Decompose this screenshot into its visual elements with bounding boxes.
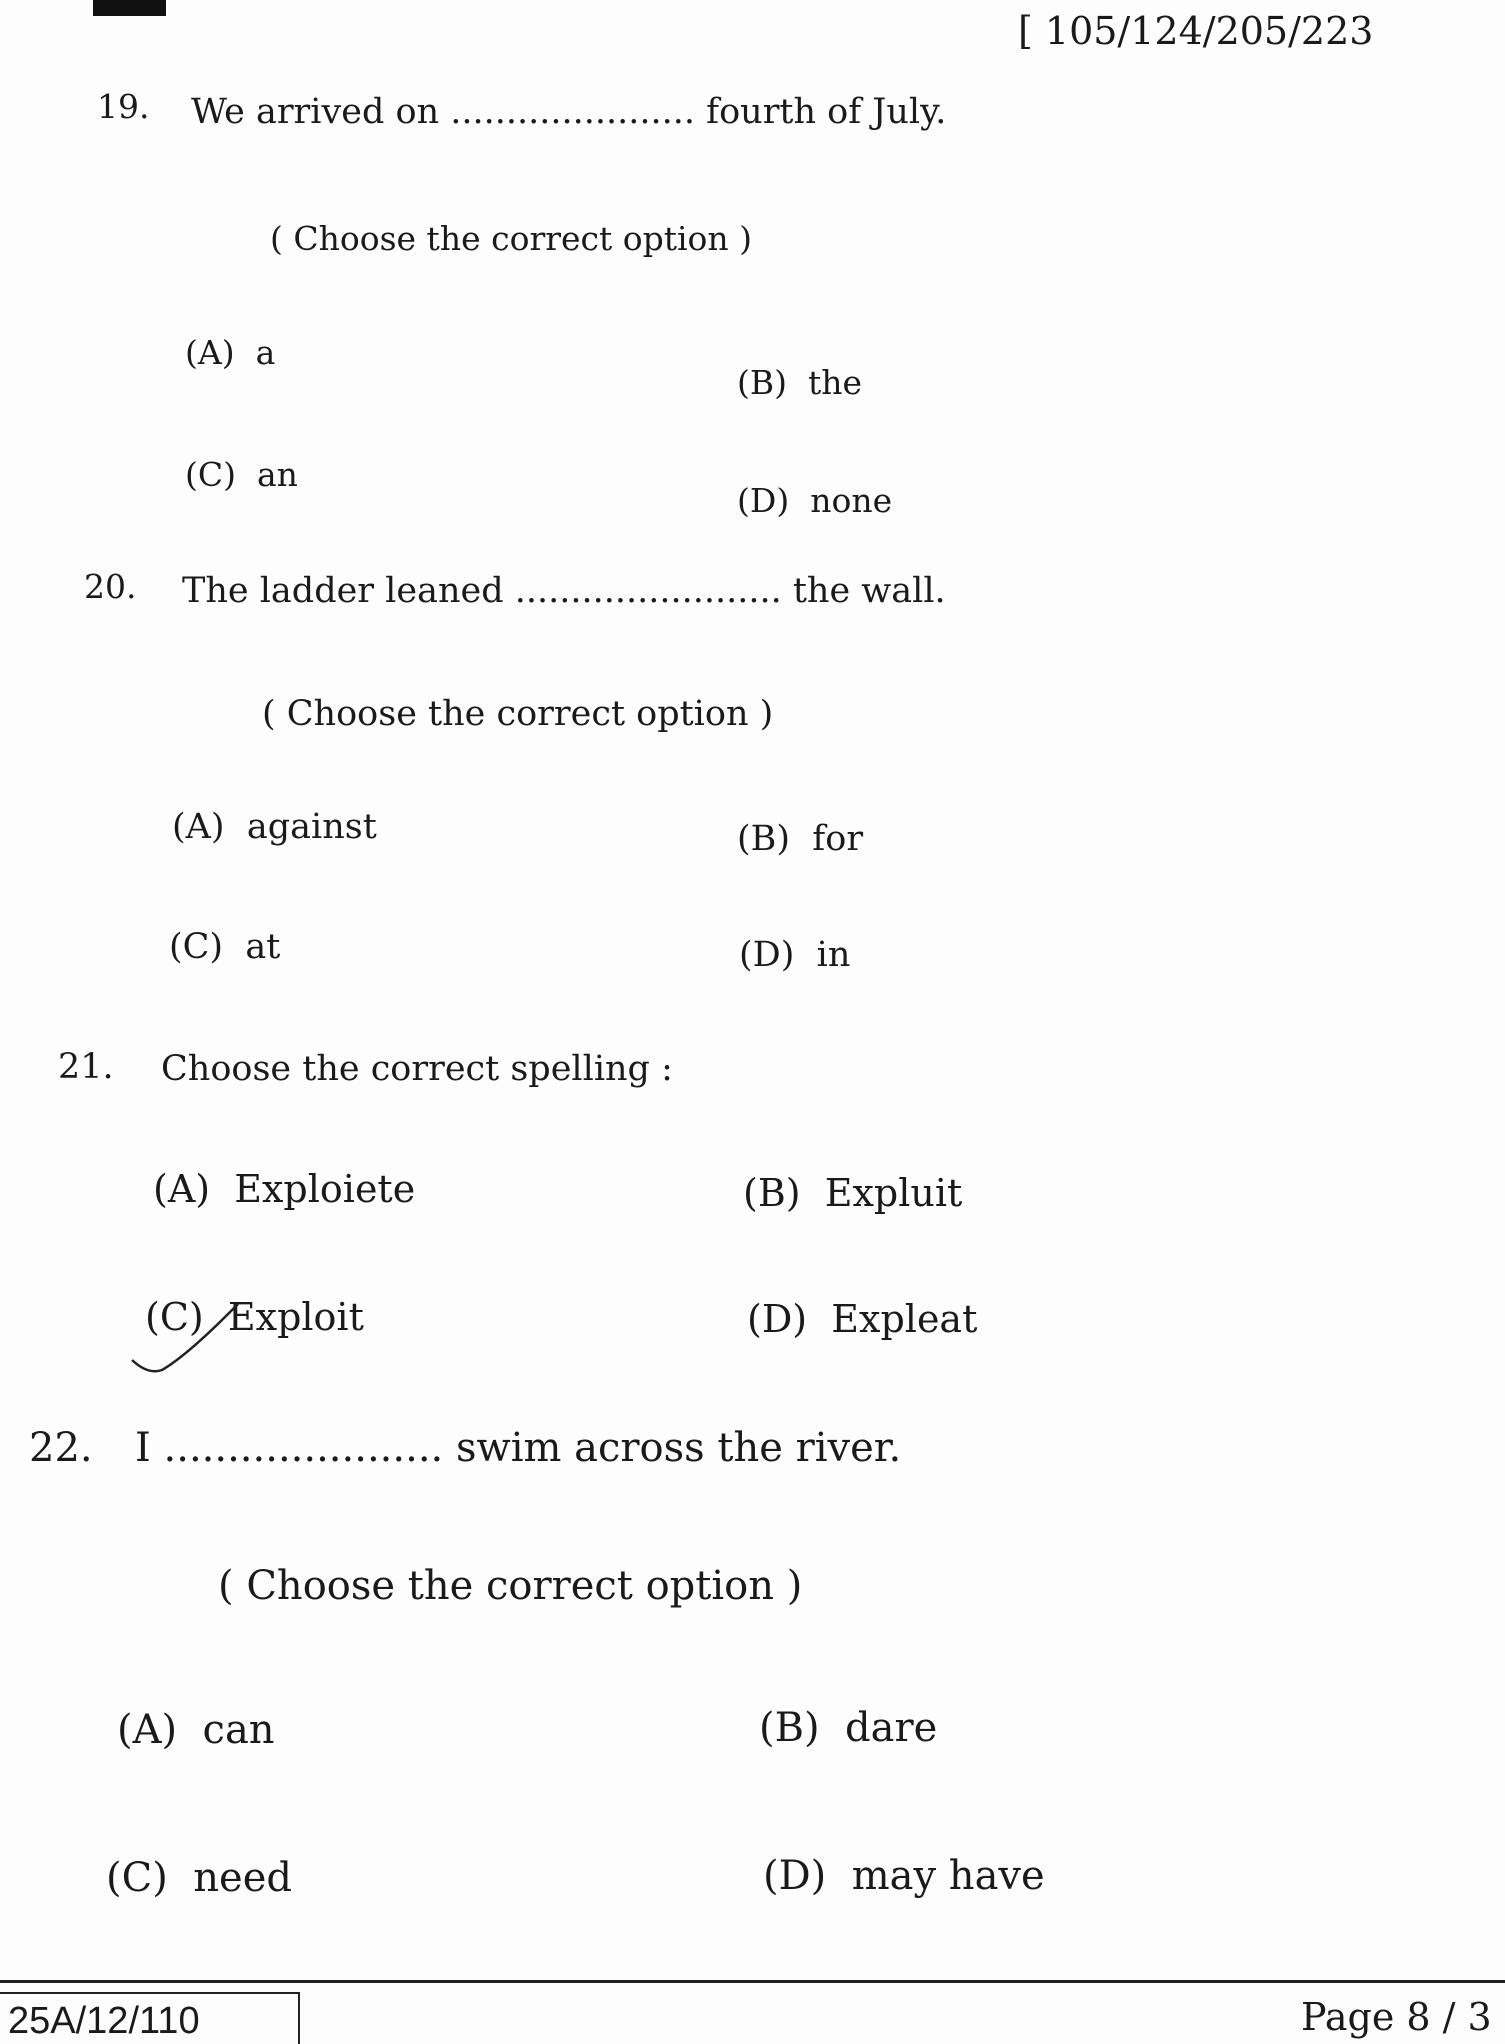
option-label: (D) [747, 1297, 808, 1341]
question-text: I ...................... swim across the river. [135, 1425, 902, 1471]
option-text: in [816, 935, 851, 975]
option-text: a [255, 333, 276, 372]
option-text: can [202, 1707, 275, 1753]
question-number: 22. [29, 1425, 93, 1471]
option-c[interactable] [169, 927, 281, 967]
option-b[interactable] [759, 1705, 938, 1751]
option-a[interactable] [172, 807, 377, 847]
option-d[interactable] [763, 1853, 1045, 1899]
option-b[interactable] [743, 1171, 963, 1215]
option-c[interactable] [106, 1855, 292, 1901]
option-label: (D) [763, 1853, 827, 1899]
black-mark [93, 0, 166, 16]
option-label: (B) [737, 819, 791, 859]
option-label: (A) [153, 1167, 211, 1211]
option-a[interactable] [117, 1707, 275, 1753]
option-label: (C) [145, 1295, 204, 1339]
option-label: (A) [117, 1707, 178, 1753]
option-label: (C) [185, 455, 236, 494]
option-d[interactable] [739, 935, 851, 975]
option-text: dare [845, 1705, 938, 1751]
option-label: (A) [172, 807, 225, 847]
footer-code: 25A/12/110 [8, 2000, 200, 2042]
question-number: 21. [58, 1047, 114, 1087]
option-text: the [807, 363, 863, 402]
question-number: 19. [97, 87, 150, 126]
option-text: Exploit [227, 1295, 364, 1339]
option-d[interactable] [747, 1297, 978, 1341]
question-instruction: ( Choose the correct option ) [218, 1563, 803, 1609]
paper-code: [ 105/124/205/223 [1018, 9, 1374, 53]
option-a[interactable] [153, 1167, 416, 1211]
option-text: may have [851, 1853, 1045, 1899]
question-instruction: ( Choose the correct option ) [270, 219, 753, 258]
option-label: (B) [737, 363, 787, 402]
option-text: at [245, 927, 281, 967]
option-text: for [812, 819, 864, 859]
question-number: 20. [84, 567, 137, 606]
footer-divider [0, 1980, 1505, 1983]
option-text: an [256, 455, 298, 494]
question-text: Choose the correct spelling : [161, 1049, 673, 1089]
question-instruction: ( Choose the correct option ) [262, 694, 774, 734]
option-text: Expleat [831, 1297, 978, 1341]
option-label: (A) [185, 333, 235, 372]
option-label: (B) [759, 1705, 820, 1751]
checkmark-icon [128, 1300, 248, 1390]
option-b[interactable] [737, 819, 864, 859]
option-a[interactable] [185, 333, 276, 372]
option-text: need [193, 1855, 292, 1901]
option-label: (B) [743, 1171, 801, 1215]
option-c[interactable] [185, 455, 298, 494]
option-text: Expluit [824, 1171, 963, 1215]
option-label: (C) [106, 1855, 168, 1901]
option-label: (C) [169, 927, 224, 967]
page-number: Page 8 / 3 [1301, 1995, 1492, 2039]
option-text: Exploiete [234, 1167, 416, 1211]
option-label: (D) [737, 481, 790, 520]
option-d[interactable] [737, 481, 893, 520]
option-text: against [246, 807, 377, 847]
option-label: (D) [739, 935, 795, 975]
question-text: We arrived on ...................... fourth of July. [191, 92, 947, 132]
option-b[interactable] [737, 363, 863, 402]
option-text: none [810, 481, 893, 520]
question-text: The ladder leaned ........................ the wall. [182, 571, 946, 611]
